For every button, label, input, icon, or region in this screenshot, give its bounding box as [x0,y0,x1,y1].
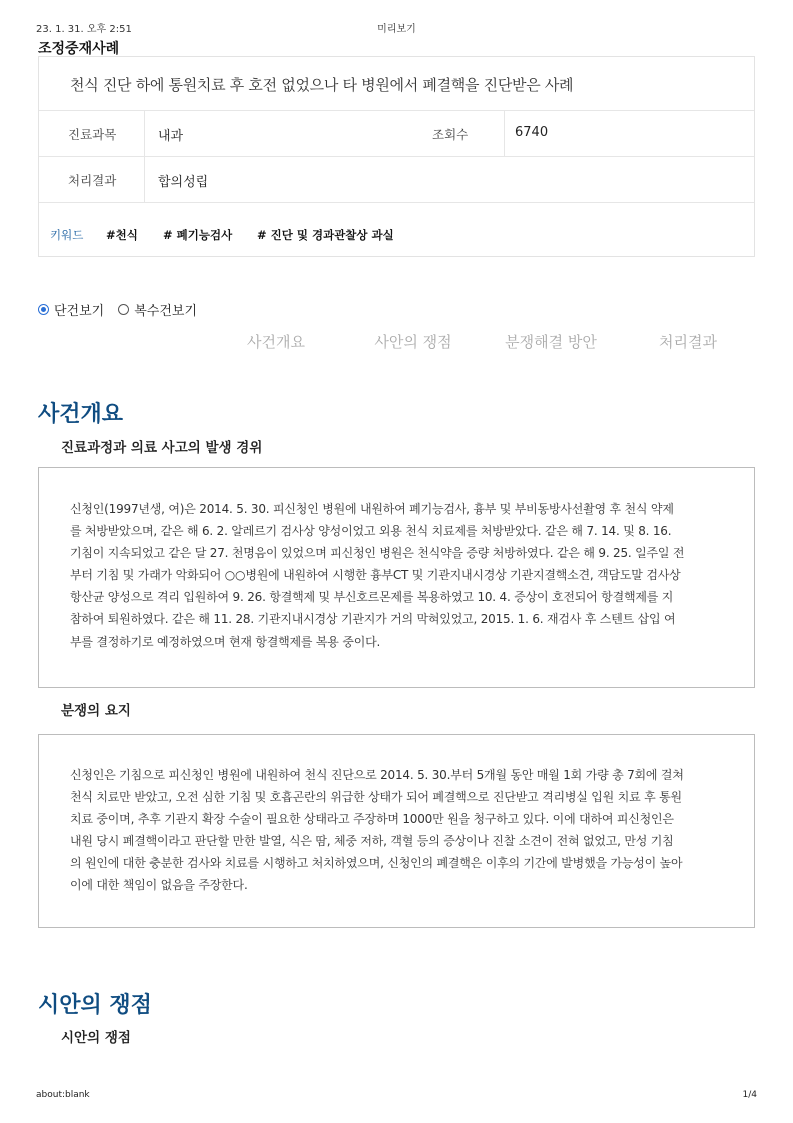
text-line: 치료 중이며, 추후 기관지 확장 수술이 필요한 상태라고 주장하며 1000만 원을 청구하고 있다. 이에 대하여 피신청인은 [70,812,674,827]
dispute-text [70,764,684,897]
dept-value: 내과 [158,129,184,144]
section-heading-overview: 사건개요 [38,402,124,427]
divider [39,202,754,203]
print-title: 미리보기 [377,24,416,35]
print-url: about:blank [36,1090,90,1100]
keyword-tag[interactable]: # 진단 및 경과관찰상 과실 [257,228,394,242]
text-line: 항산균 양성으로 격리 입원하여 9. 26. 항결핵제 및 부신호르몬제를 복용하였고 10. 4. 증상이 호전되어 항결핵제를 지 [70,590,674,605]
subheading-process: 진료과정과 의료 사고의 발생 경위 [61,440,263,456]
text-line: 참하여 퇴원하였다. 같은 해 11. 28. 기관지내시경상 기관지가 거의 막혀있었고, 2015. 1. 6. 재검사 후 스텐트 삽입 여 [70,612,676,627]
subheading-issue: 시안의 쟁점 [61,1030,131,1046]
print-datetime: 23. 1. 31. 오후 2:51 [36,24,132,35]
tab-issue[interactable]: 사안의 쟁점 [374,333,452,351]
process-text [70,498,684,653]
subheading-dispute: 분쟁의 요지 [61,703,131,719]
divider [39,156,754,157]
text-line: 기침이 지속되었고 같은 달 27. 천명음이 있었으며 피신청인 병원은 천식약을 증량 처방하였다. 같은 해 9. 25. 일주일 전 [70,546,685,561]
print-page-number: 1/4 [742,1090,757,1100]
text-line: 이에 대한 책임이 없음을 주장한다. [70,878,248,893]
divider [504,111,505,156]
view-mode-group [38,300,197,319]
section-heading-issue: 시안의 쟁점 [38,993,152,1018]
single-view-radio[interactable] [38,304,49,315]
text-line: 내원 당시 폐결핵이라고 판단할 만한 발열, 식은 땀, 체중 저하, 객혈 등의 증상이나 진찰 소견이 전혀 없었고, 만성 기침 [70,834,674,849]
keyword-label: 키워드 [50,228,84,242]
single-view-label[interactable]: 단건보기 [54,304,105,319]
text-line: 신청인은 기침으로 피신청인 병원에 내원하여 천식 진단으로 2014. 5. 30.부터 5개월 동안 매월 1회 가량 총 7회에 걸쳐 [70,768,684,782]
tab-result[interactable]: 처리결과 [659,333,717,351]
tab-overview[interactable]: 사건개요 [247,333,305,351]
case-title: 천식 진단 하에 통원치료 후 호전 없었으나 타 병원에서 폐결핵을 진단받은 사례 [70,76,574,94]
text-line: 신청인(1997년생, 여)은 2014. 5. 30. 피신청인 병원에 내원하여 폐기능검사, 흉부 및 부비동방사선촬영 후 천식 약제 [70,502,674,516]
text-line: 부를 결정하기로 예정하였으며 현재 항결핵제를 복용 중이다. [70,634,381,649]
divider [39,110,754,111]
result-label: 처리결과 [68,173,117,188]
text-line: 의 원인에 대한 충분한 검사와 치료를 시행하고 처치하였으며, 신청인의 폐결핵은 이후의 기간에 발병했을 가능성이 높아 [70,856,683,871]
text-line: 천식 치료만 받았고, 오전 심한 기침 및 호흡곤란의 위급한 상태가 되어 폐결핵으로 진단받고 격리병실 입원 치료 후 통원 [70,790,682,805]
multi-view-label[interactable]: 복수건보기 [134,304,198,319]
dept-label: 진료과목 [68,127,117,142]
multi-view-radio[interactable] [118,304,129,315]
keyword-tag[interactable]: # 폐기능검사 [163,228,233,242]
tab-resolution[interactable]: 분쟁해결 방안 [505,333,597,351]
text-line: 부터 기침 및 가래가 악화되어 ○○병원에 내원하여 시행한 흉부CT 및 기관지내시경상 기관지결핵소견, 객담도말 검사상 [70,568,681,583]
result-value: 합의성립 [158,175,209,190]
text-line: 를 처방받았으며, 같은 해 6. 2. 알레르기 검사상 양성이었고 외용 천식 치료제를 처방받았다. 같은 해 7. 14. 및 8. 16. [70,524,672,539]
page-title: 조정중재사례 [38,41,120,57]
views-label: 조회수 [432,127,469,142]
views-value: 6740 [515,125,549,140]
keyword-tag[interactable]: #천식 [106,228,138,242]
